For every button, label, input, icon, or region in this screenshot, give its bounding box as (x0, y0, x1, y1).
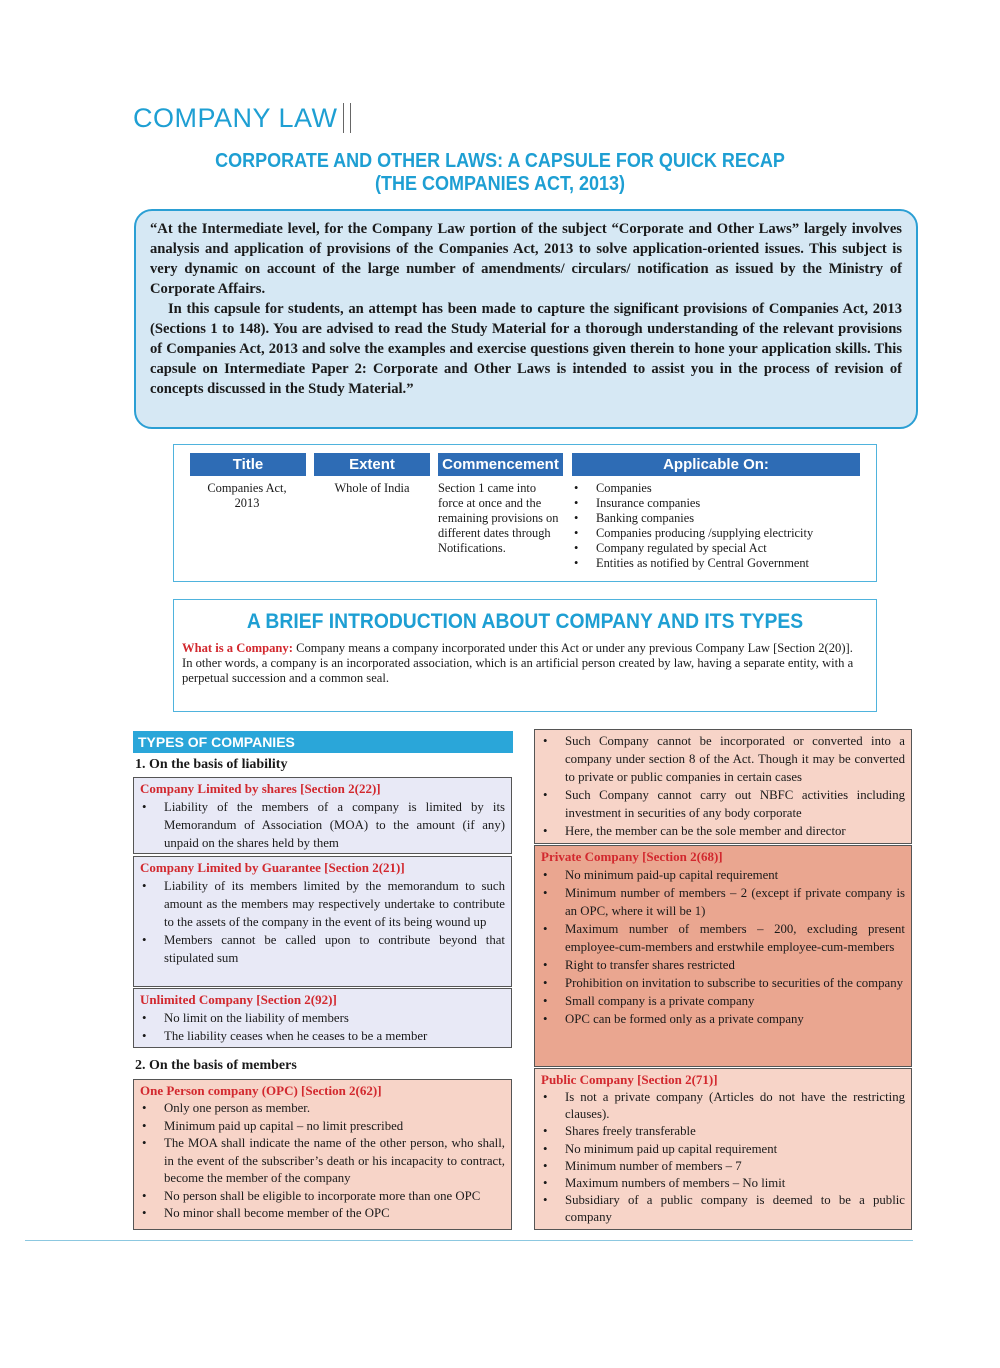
brief-intro-box (173, 599, 877, 712)
list-item: • Such Company cannot carry out NBFC activities including investment in securities of any body corporate (541, 786, 905, 822)
unlimited-company-box (133, 988, 512, 1048)
list-item: • No minor shall become member of the OPC (140, 1205, 505, 1223)
title-divider (343, 103, 351, 133)
act-info-table (173, 444, 877, 582)
list-item: • Minimum paid up capital – no limit prescribed (140, 1118, 505, 1136)
list-item: • The liability ceases when he ceases to be a member (140, 1027, 505, 1045)
header-applicable: Applicable On: (572, 453, 860, 476)
list-item: • Small company is a private company (541, 992, 905, 1010)
public-company-box (534, 1068, 912, 1230)
list-item: • OPC can be formed only as a private company (541, 1010, 905, 1028)
applicable-list (572, 481, 862, 571)
list-item: • Subsidiary of a public company is deemed to be a public company (541, 1192, 905, 1226)
applicable-item: • Companies producing /supplying electricity (572, 526, 862, 541)
commencement-value: Section 1 came into force at once and the remaining provisions on different dates through Notifications. (438, 481, 559, 555)
list-item: • Shares freely transferable (541, 1123, 905, 1140)
intro-paragraph-2: In this capsule for students, an attempt has been made to capture the significant provisions of Companies Act, 2013 (Sections 1 to 148). You are advised to read the Study Material for a thorough understanding of the relevant provisions of Companies Act, 2013 and solve the examples and exercise questions given therein to hone your application skills. This capsule on Intermediate Paper 2: Corporate and Other Laws is intended to assist you in the process of revision of concepts discussed in the Study Material.” (150, 301, 902, 397)
list-item: • Right to transfer shares restricted (541, 956, 905, 974)
header-commencement: Commencement (438, 453, 563, 476)
intro-paragraph-1: “At the Intermediate level, for the Company Law portion of the subject “Corporate and Other Laws” largely involves analysis and application of provisions of the Companies Act, 2013 to solve application-oriented issues. This subject is very dynamic on account of the large number of amendments/ circulars/ notification as issued by the Ministry of Corporate Affairs. (150, 221, 902, 297)
list-item: • Such Company cannot be incorporated or converted into a company under section 8 of the Act. Though it may be converted to private or public companies in certain cases (541, 732, 905, 786)
company-other-words: In other words, a company is an incorporated association, which is an artificial person created by law, having a separate entity, with a perpetual succession and a common seal. (182, 656, 854, 685)
basis-members-heading: 2. On the basis of members (135, 1058, 297, 1073)
extent-value: Whole of India (334, 481, 410, 495)
list-item: • Liability of its members limited by the memorandum to such amount as the members may respectively undertake to contribute to the assets of the company in the event of its being wound up (140, 877, 505, 931)
opc-continued-box (534, 729, 912, 844)
header-title: Title (190, 453, 306, 476)
applicable-item: • Company regulated by special Act (572, 541, 862, 556)
footer-divider (25, 1240, 913, 1241)
applicable-item: • Insurance companies (572, 496, 862, 511)
list-item: • The MOA shall indicate the name of the other person, who shall, in the event of the subscriber’s death or his incapacity to contract, become the member of the company (140, 1135, 505, 1188)
opc-title: One Person company (OPC) [Section 2(62)] (140, 1083, 382, 1098)
header-extent: Extent (314, 453, 430, 476)
types-header: TYPES OF COMPANIES (133, 731, 513, 753)
limited-by-shares-box (133, 777, 512, 854)
limited-by-guarantee-box (133, 856, 512, 987)
opc-box (133, 1079, 512, 1230)
public-company-title: Public Company [Section 2(71)] (541, 1072, 718, 1087)
list-item: • No minimum paid up capital requirement (541, 1141, 905, 1158)
list-item: • Maximum number of members – 200, excluding present employee-cum-members and erstwhile employee-cum-members (541, 920, 905, 956)
list-item: • Minimum number of members – 2 (except if private company is an OPC, where it will be 1) (541, 884, 905, 920)
company-label: What is a Company: (182, 641, 293, 655)
list-item: • Here, the member can be the sole member and director (541, 822, 905, 840)
list-item: • No person shall be eligible to incorporate more than one OPC (140, 1188, 505, 1206)
list-item: • Minimum number of members – 7 (541, 1158, 905, 1175)
brief-text (182, 641, 862, 686)
page-title-line2: (THE COMPANIES ACT, 2013) (374, 173, 626, 195)
list-item: • Is not a private company (Articles do not have the restricting clauses). (541, 1089, 905, 1123)
brief-title: A BRIEF INTRODUCTION ABOUT COMPANY AND ITS TYPES (246, 610, 804, 633)
intro-quote-box (134, 209, 918, 429)
applicable-item: • Entities as notified by Central Government (572, 556, 862, 571)
private-company-box (534, 845, 912, 1067)
limited-by-guarantee-title: Company Limited by Guarantee [Section 2(21)] (140, 860, 405, 875)
private-company-title: Private Company [Section 2(68)] (541, 849, 723, 864)
list-item: • No limit on the liability of members (140, 1009, 505, 1027)
list-item: • Prohibition on invitation to subscribe to securities of the company (541, 974, 905, 992)
list-item: • Liability of the members of a company is limited by its Memorandum of Association (MOA) to the amount (if any) unpaid on the shares held by them (140, 798, 505, 852)
list-item: • No minimum paid-up capital requirement (541, 866, 905, 884)
list-item: • Only one person as member. (140, 1100, 505, 1118)
basis-liability-heading: 1. On the basis of liability (135, 757, 288, 772)
page-title (140, 150, 860, 196)
page-title-line1: CORPORATE AND OTHER LAWS: A CAPSULE FOR QUICK RECAP (215, 150, 785, 172)
title-value: Companies Act, 2013 (207, 481, 287, 510)
list-item: • Members cannot be called upon to contribute beyond that stipulated sum (140, 931, 505, 967)
limited-by-shares-title: Company Limited by shares [Section 2(22)] (140, 781, 381, 796)
applicable-item: • Companies (572, 481, 862, 496)
company-definition: Company means a company incorporated under this Act or under any previous Company Law [Section 2(20)]. (292, 641, 853, 655)
list-item: • Maximum numbers of members – No limit (541, 1175, 905, 1192)
section-title: COMPANY LAW (133, 103, 338, 133)
unlimited-company-title: Unlimited Company [Section 2(92)] (140, 992, 337, 1007)
applicable-item: • Banking companies (572, 511, 862, 526)
